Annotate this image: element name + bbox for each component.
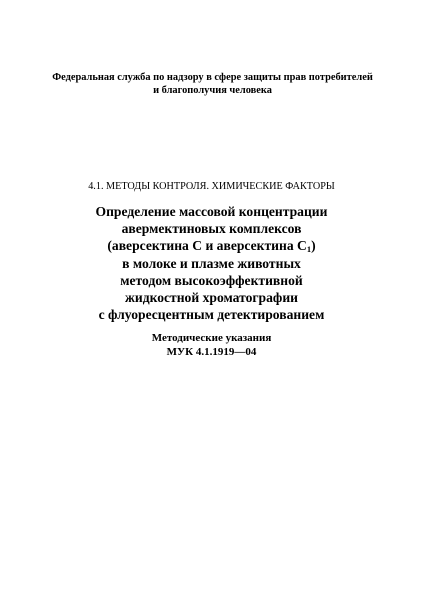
document-type-label: Методические указания: [151, 332, 272, 344]
document-title: [40, 203, 383, 323]
title-line-4: в молоке и плазме животных: [122, 255, 301, 271]
agency-line-1: Федеральная служба по надзору в сфере защиты прав потребителей: [52, 72, 373, 83]
title-line-7: с флуоресцентным детектированием: [98, 307, 325, 323]
title-line-3-text: (аверсектина С и аверсектина С: [107, 238, 307, 254]
title-line-2: авермектиновых комплексов: [121, 221, 302, 237]
section-heading: 4.1. МЕТОДЫ КОНТРОЛЯ. ХИМИЧЕСКИЕ ФАКТОРЫ: [88, 181, 335, 192]
document-type-block: [40, 331, 383, 359]
title-line-6: жидкостной хроматографии: [125, 290, 298, 306]
agency-line-2: и благополучия человека: [153, 85, 272, 96]
title-line-5: методом высокоэффективной: [120, 272, 303, 288]
title-line-3-close: ): [311, 238, 316, 254]
title-line-1: Определение массовой концентрации: [95, 204, 328, 219]
document-code: МУК 4.1.1919—04: [166, 346, 257, 358]
title-line-3: [40, 237, 383, 254]
title-subscript: 1: [306, 244, 312, 255]
agency-header: [40, 71, 385, 97]
